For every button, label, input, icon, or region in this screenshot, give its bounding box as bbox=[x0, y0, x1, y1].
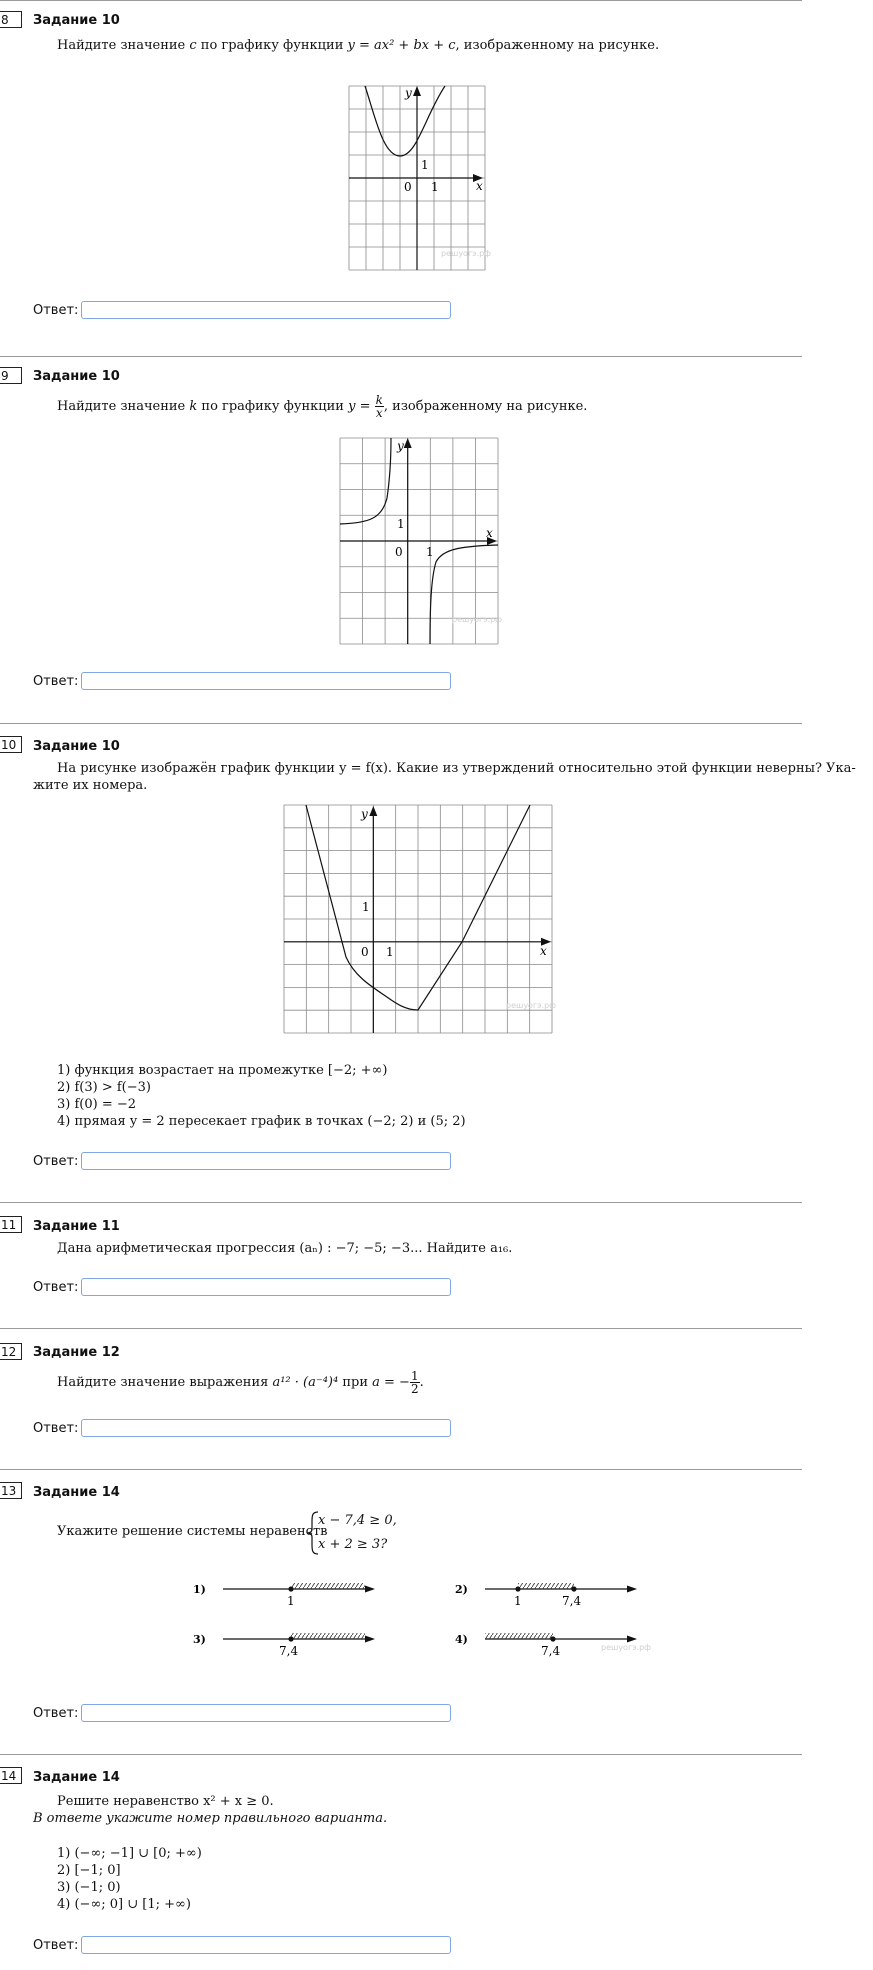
answer-input[interactable] bbox=[81, 301, 451, 319]
answer-input[interactable] bbox=[81, 1152, 451, 1170]
options-list bbox=[57, 1845, 202, 1913]
x-label: x bbox=[486, 526, 493, 540]
task-question: Дана арифметическая прогрессия (aₙ) : −7; −5; −3... Найдите a₁₆. bbox=[57, 1241, 513, 1256]
option-item: 2) [−1; 0] bbox=[57, 1863, 121, 1878]
svg-text:1): 1) bbox=[193, 1583, 206, 1596]
svg-text:7,4: 7,4 bbox=[541, 1644, 561, 1658]
svg-text:2): 2) bbox=[455, 1583, 468, 1596]
watermark: решуогэ.рф bbox=[452, 615, 503, 624]
x-unit-label: 1 bbox=[431, 180, 439, 194]
task-number: 12 bbox=[0, 1343, 22, 1360]
answer-input[interactable] bbox=[81, 1419, 451, 1437]
origin-label: 0 bbox=[361, 945, 369, 959]
y-label: y bbox=[405, 86, 412, 100]
svg-text:7,4: 7,4 bbox=[562, 1594, 582, 1608]
separator bbox=[0, 356, 802, 357]
answer-input[interactable] bbox=[81, 1936, 451, 1954]
task-heading: Задание 12 bbox=[33, 1345, 120, 1360]
separator bbox=[0, 1202, 802, 1203]
system-line: x − 7,4 ≥ 0, bbox=[318, 1513, 397, 1528]
answer-input[interactable] bbox=[81, 1704, 451, 1722]
task-question: Решите неравенство x² + x ≥ 0. bbox=[57, 1794, 274, 1809]
separator bbox=[0, 1469, 802, 1470]
task-question: Найдите значение выражения a¹² · (a⁻⁴)⁴ при a = − $\frac{1}{2}$ . bbox=[57, 1369, 424, 1396]
parabola-graph bbox=[349, 86, 492, 270]
task-heading: Задание 14 bbox=[33, 1770, 120, 1785]
answer-input[interactable] bbox=[81, 1278, 451, 1296]
task-question: Найдите значение k по графику функции y = $\frac{k}{x}$ , изображенному на рисунке. bbox=[57, 393, 588, 420]
separator bbox=[0, 1754, 802, 1755]
y-label: y bbox=[397, 439, 404, 453]
options-list bbox=[57, 1062, 466, 1130]
x-label: x bbox=[540, 944, 547, 958]
answer-label: Ответ: bbox=[33, 1154, 79, 1169]
answer-label: Ответ: bbox=[33, 1706, 79, 1721]
task-question: Укажите решение системы неравенств bbox=[57, 1524, 328, 1539]
svg-text:1: 1 bbox=[287, 1594, 295, 1608]
task-heading: Задание 11 bbox=[33, 1219, 120, 1234]
task-question: На рисунке изображён график функции y = f(x). Какие из утверждений относительно этой функции неверны? Ука- bbox=[57, 761, 856, 776]
task-number: 14 bbox=[0, 1767, 22, 1784]
svg-text:7,4: 7,4 bbox=[279, 1644, 299, 1658]
origin-label: 0 bbox=[404, 180, 412, 194]
x-label: x bbox=[476, 179, 483, 193]
task-number: 8 bbox=[0, 11, 22, 28]
option-item: 3) f(0) = −2 bbox=[57, 1097, 137, 1112]
task-heading: Задание 10 bbox=[33, 369, 120, 384]
watermark: решуогэ.рф bbox=[601, 1643, 652, 1652]
answer-input[interactable] bbox=[81, 672, 451, 690]
function-graph bbox=[284, 805, 557, 1033]
x-unit-label: 1 bbox=[386, 945, 394, 959]
choice-4 bbox=[455, 1633, 651, 1658]
task-number: 10 bbox=[0, 736, 22, 753]
option-item: 4) прямая y = 2 пересекает график в точках (−2; 2) и (5; 2) bbox=[57, 1114, 466, 1129]
task-heading: Задание 14 bbox=[33, 1485, 120, 1500]
option-item: 4) (−∞; 0] ∪ [1; +∞) bbox=[57, 1897, 191, 1912]
option-item: 1) функция возрастает на промежутке [−2; +∞) bbox=[57, 1063, 388, 1078]
task-note: В ответе укажите номер правильного варианта. bbox=[33, 1811, 388, 1826]
y-unit-label: 1 bbox=[362, 900, 370, 914]
choice-2 bbox=[455, 1583, 637, 1608]
svg-text:1: 1 bbox=[514, 1594, 522, 1608]
choice-3 bbox=[193, 1633, 375, 1658]
option-item: 1) (−∞; −1] ∪ [0; +∞) bbox=[57, 1846, 202, 1861]
hyperbola-left-branch bbox=[340, 438, 391, 524]
y-unit-label: 1 bbox=[421, 158, 429, 172]
svg-text:4): 4) bbox=[455, 1633, 468, 1646]
task-question-cont: жите их номера. bbox=[33, 778, 148, 793]
task-heading: Задание 10 bbox=[33, 739, 120, 754]
option-item: 3) (−1; 0) bbox=[57, 1880, 121, 1895]
separator bbox=[0, 0, 802, 1]
y-unit-label: 1 bbox=[397, 517, 405, 531]
choice-1 bbox=[193, 1583, 375, 1608]
answer-label: Ответ: bbox=[33, 674, 79, 689]
hyperbola-right-branch bbox=[430, 545, 498, 644]
separator bbox=[0, 1328, 802, 1329]
system-line: x + 2 ≥ 3? bbox=[318, 1537, 388, 1552]
x-unit-label: 1 bbox=[426, 545, 434, 559]
answer-label: Ответ: bbox=[33, 1938, 79, 1953]
task-number: 11 bbox=[0, 1216, 22, 1233]
watermark: решуогэ.рф bbox=[506, 1001, 557, 1010]
hyperbola-graph bbox=[340, 438, 503, 644]
task-number: 9 bbox=[0, 367, 22, 384]
origin-label: 0 bbox=[395, 545, 403, 559]
choices-number-lines bbox=[188, 1575, 652, 1665]
answer-label: Ответ: bbox=[33, 1421, 79, 1436]
task-question: Найдите значение c по графику функции y = ax² + bx + c, изображенному на рисунке. bbox=[57, 38, 660, 53]
answer-label: Ответ: bbox=[33, 303, 79, 318]
separator bbox=[0, 723, 802, 724]
svg-text:3): 3) bbox=[193, 1633, 206, 1646]
option-item: 2) f(3) > f(−3) bbox=[57, 1080, 151, 1095]
task-heading: Задание 10 bbox=[33, 13, 120, 28]
watermark: решуогэ.рф bbox=[441, 249, 492, 258]
task-number: 13 bbox=[0, 1482, 22, 1499]
y-label: y bbox=[361, 807, 368, 821]
answer-label: Ответ: bbox=[33, 1280, 79, 1295]
